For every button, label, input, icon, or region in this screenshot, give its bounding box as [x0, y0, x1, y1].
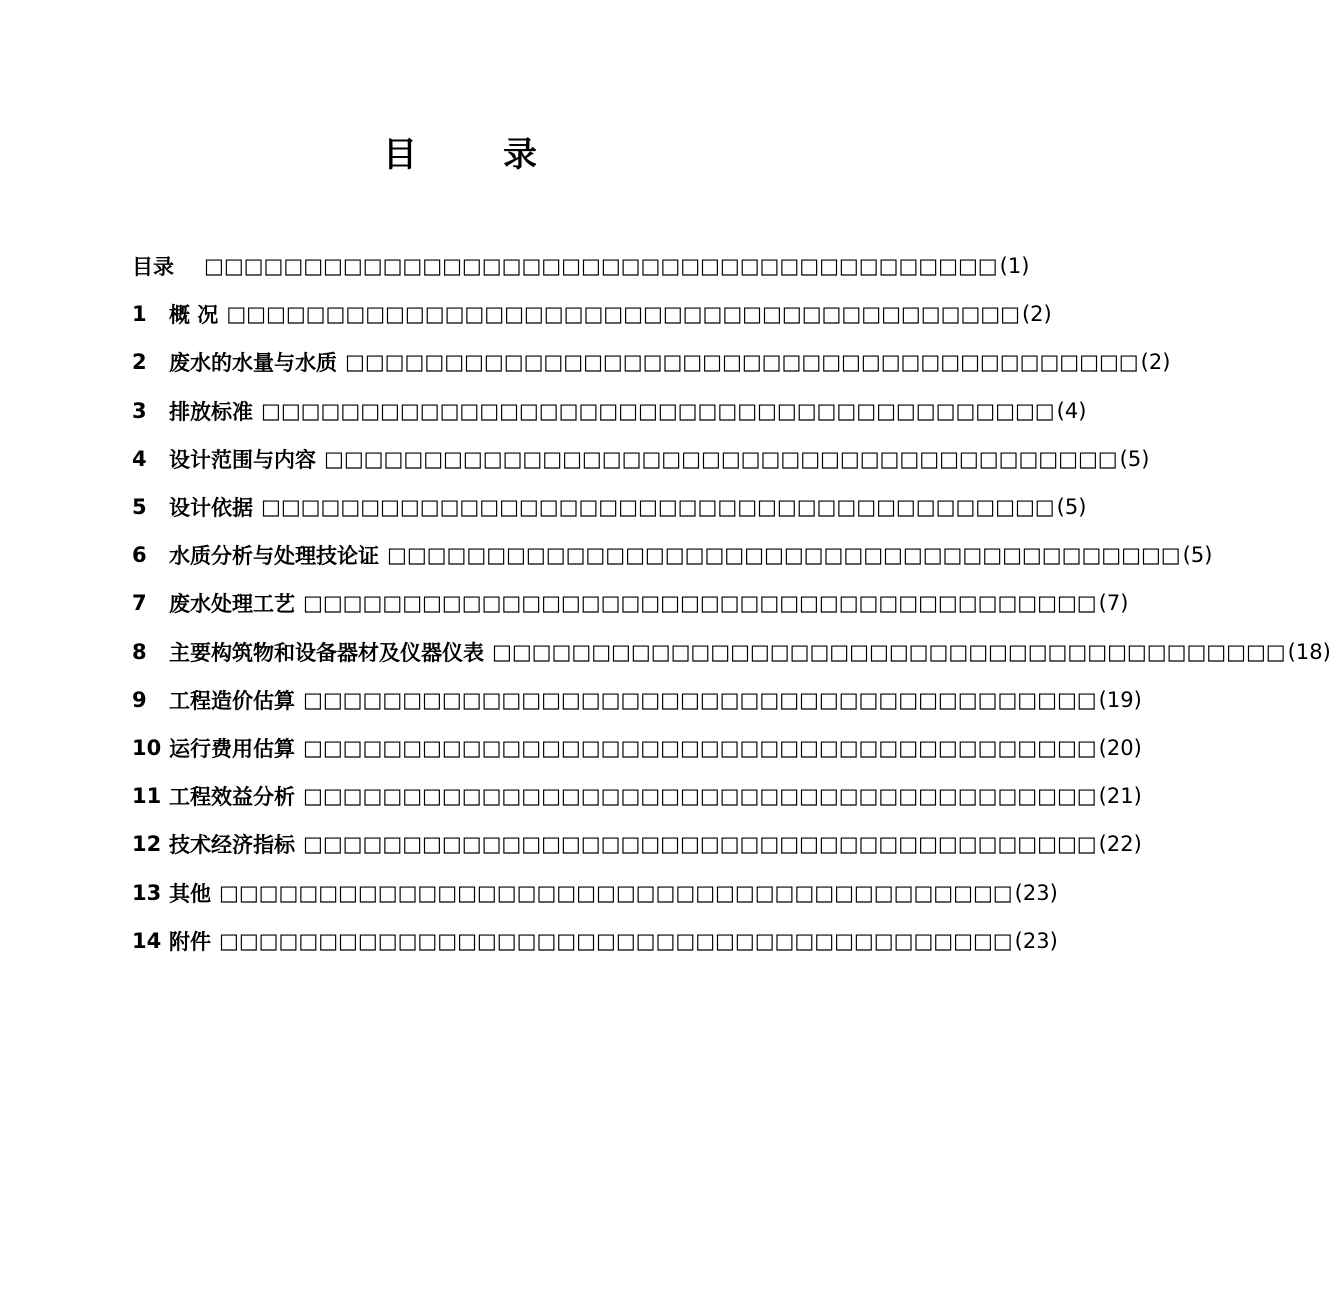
toc-entry[interactable]	[132, 868, 1058, 916]
toc-entry[interactable]	[132, 628, 1331, 676]
toc-entry-label: 水质分析与处理技论证	[169, 544, 379, 569]
toc-leader: □□□□□□□□□□□□□□□□□□□□□□□□□□□□□□□□□□□□□□□□	[303, 735, 1097, 760]
toc-entry-page: (19)	[1098, 687, 1142, 712]
toc-entry[interactable]	[132, 242, 1030, 290]
toc-leader: □□□□□□□□□□□□□□□□□□□□□□□□□□□□□□□□□□□□□□□□	[303, 784, 1097, 809]
toc-entry[interactable]	[132, 724, 1142, 772]
toc-leader: □□□□□□□□□□□□□□□□□□□□□□□□□□□□□□□□□□□□□□□□	[219, 880, 1013, 905]
toc-entry[interactable]	[132, 387, 1087, 435]
toc-entry[interactable]	[132, 820, 1142, 868]
toc-entry[interactable]	[132, 338, 1171, 386]
toc-entry-number: 10	[132, 735, 162, 760]
toc-entry-label: 目录	[132, 255, 174, 280]
toc-entry-label: 工程造价估算	[169, 688, 295, 713]
toc-leader: □□□□□□□□□□□□□□□□□□□□□□□□□□□□□□□□□□□□□□□□	[303, 687, 1097, 712]
toc-entry-page: (2)	[1140, 350, 1171, 375]
toc-leader: □□□□□□□□□□□□□□□□□□□□□□□□□□□□□□□□□□□□□□□□	[226, 302, 1020, 327]
toc-entry-page: (1)	[999, 254, 1030, 279]
toc-entry-page: (5)	[1182, 543, 1213, 568]
toc-entry-label: 其他	[169, 881, 211, 906]
toc-entry[interactable]	[132, 290, 1052, 338]
toc-entry-page: (5)	[1119, 446, 1150, 471]
toc-entry[interactable]	[132, 772, 1142, 820]
toc-entry-label: 运行费用估算	[169, 736, 295, 761]
toc-leader: □□□□□□□□□□□□□□□□□□□□□□□□□□□□□□□□□□□□□□□□	[387, 543, 1181, 568]
toc-entry[interactable]	[132, 435, 1150, 483]
toc-leader: □□□□□□□□□□□□□□□□□□□□□□□□□□□□□□□□□□□□□□□□	[345, 350, 1139, 375]
toc-entry-page: (22)	[1098, 832, 1142, 857]
toc-entry-page: (20)	[1098, 735, 1142, 760]
toc-leader: □□□□□□□□□□□□□□□□□□□□□□□□□□□□□□□□□□□□□□□□	[303, 591, 1097, 616]
toc-entry-number: 3	[132, 398, 147, 423]
toc-entry-page: (21)	[1098, 784, 1142, 809]
toc-leader: □□□□□□□□□□□□□□□□□□□□□□□□□□□□□□□□□□□□□□□□	[261, 398, 1055, 423]
toc-entry-page: (18)	[1287, 639, 1331, 664]
toc-entry-page: (23)	[1014, 880, 1058, 905]
toc-entry-label: 概 况	[169, 303, 219, 328]
toc-entry-label: 主要构筑物和设备器材及仪器仪表	[169, 640, 484, 665]
toc-entry-number: 11	[132, 784, 162, 809]
toc-entry[interactable]	[132, 579, 1129, 627]
toc-entry-number: 8	[132, 639, 147, 664]
toc-entry-page: (23)	[1014, 928, 1058, 953]
toc-entry-label: 设计范围与内容	[169, 447, 316, 472]
toc-entry[interactable]	[132, 483, 1087, 531]
toc-entry-number: 1	[132, 302, 147, 327]
toc-entry[interactable]	[132, 531, 1213, 579]
page-title-part2: 录	[503, 135, 537, 175]
toc-entry-number: 12	[132, 832, 162, 857]
toc-entry-page: (7)	[1098, 591, 1129, 616]
toc-entry-number: 13	[132, 880, 162, 905]
table-of-contents	[132, 242, 1331, 965]
toc-leader: □□□□□□□□□□□□□□□□□□□□□□□□□□□□□□□□□□□□□□□□	[324, 446, 1118, 471]
toc-leader: □□□□□□□□□□□□□□□□□□□□□□□□□□□□□□□□□□□□□□□□	[303, 832, 1097, 857]
toc-entry-label: 附件	[169, 929, 211, 954]
toc-entry-page: (4)	[1056, 398, 1087, 423]
toc-leader: □□□□□□□□□□□□□□□□□□□□□□□□□□□□□□□□□□□□□□□□	[204, 254, 998, 279]
toc-entry[interactable]	[132, 917, 1058, 965]
toc-entry-label: 设计依据	[169, 496, 253, 521]
page-title	[0, 133, 920, 177]
toc-leader: □□□□□□□□□□□□□□□□□□□□□□□□□□□□□□□□□□□□□□□□	[219, 928, 1013, 953]
toc-leader: □□□□□□□□□□□□□□□□□□□□□□□□□□□□□□□□□□□□□□□□	[492, 639, 1286, 664]
toc-leader: □□□□□□□□□□□□□□□□□□□□□□□□□□□□□□□□□□□□□□□□	[261, 495, 1055, 520]
toc-entry-number: 9	[132, 687, 147, 712]
toc-entry-label: 工程效益分析	[169, 785, 295, 810]
toc-entry-number: 6	[132, 543, 147, 568]
toc-entry-label: 技术经济指标	[169, 833, 295, 858]
toc-entry-number: 5	[132, 495, 147, 520]
page-title-part1: 目	[383, 135, 417, 175]
toc-entry-number: 7	[132, 591, 147, 616]
toc-entry-label: 废水的水量与水质	[169, 351, 337, 376]
toc-entry-number: 2	[132, 350, 147, 375]
toc-entry-page: (2)	[1021, 302, 1052, 327]
toc-entry-label: 排放标准	[169, 399, 253, 424]
toc-entry-label: 废水处理工艺	[169, 592, 295, 617]
toc-entry-number: 14	[132, 928, 162, 953]
toc-entry-number: 4	[132, 446, 147, 471]
toc-entry[interactable]	[132, 676, 1142, 724]
toc-entry-page: (5)	[1056, 495, 1087, 520]
